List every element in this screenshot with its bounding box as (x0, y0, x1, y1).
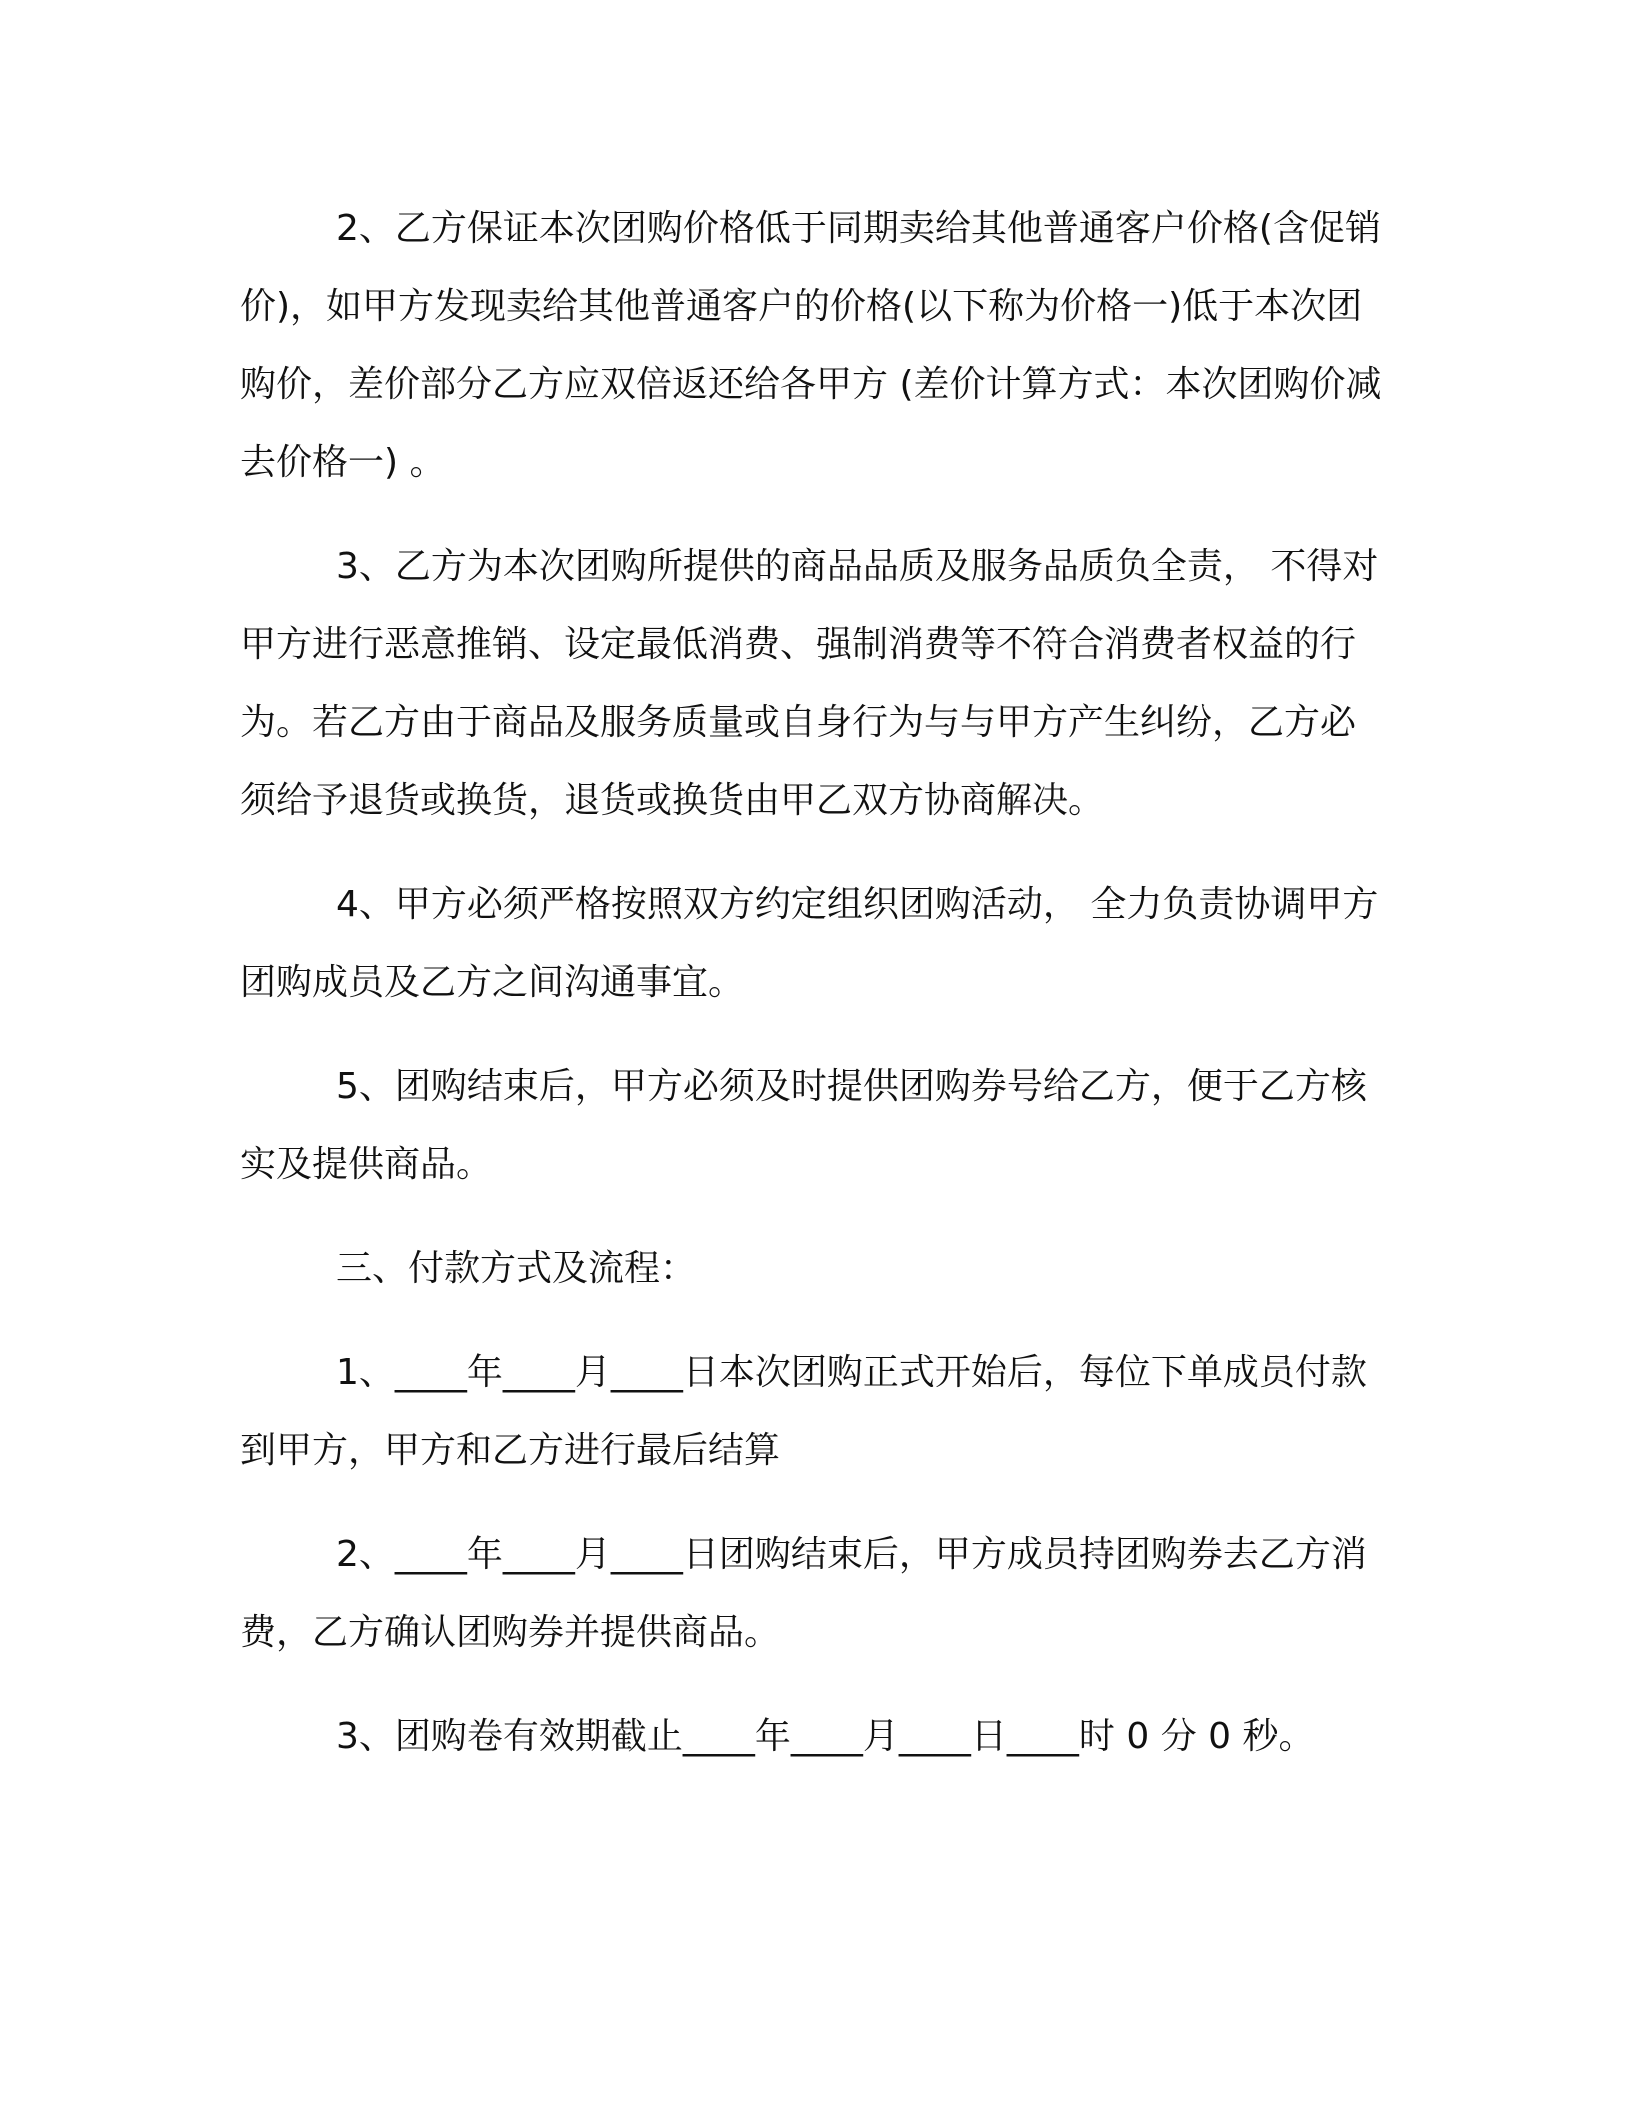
clause-5-voucher-numbers: 5、团购结束后，甲方必须及时提供团购券号给乙方，便于乙方核实及提供商品。 (240, 1066, 1367, 1185)
clause-2-price-guarantee: 2、乙方保证本次团购价格低于同期卖给其他普通客户价格(含促销价)，如甲方发现卖给其他普通客户的价格(以下称为价格一)低于本次团购价，差价部分乙方应双倍返还给各甲方 (差价计算方式：本次团购价减去价格一) 。 (240, 208, 1382, 483)
clause-4-organize-activity: 4、甲方必须严格按照双方约定组织团购活动， 全力负责协调甲方团购成员及乙方之间沟通事宜。 (240, 884, 1379, 1003)
section-3-heading: 三、付款方式及流程： (336, 1248, 697, 1289)
payment-step-2: 2、____年____月____日团购结束后，甲方成员持团购券去乙方消费，乙方确认团购券并提供商品。 (240, 1534, 1367, 1653)
clause-3-quality-responsibility: 3、乙方为本次团购所提供的商品品质及服务品质负全责， 不得对甲方进行恶意推销、设定最低消费、强制消费等不符合消费者权益的行为。若乙方由于商品及服务质量或自身行为与与甲方产生纠纷，乙方必须给予退货或换货，退货或换货由甲乙双方协商解决。 (240, 546, 1379, 821)
payment-step-1: 1、____年____月____日本次团购正式开始后，每位下单成员付款到甲方，甲方和乙方进行最后结算 (240, 1352, 1367, 1471)
payment-step-3: 3、团购卷有效期截止____年____月____日____时 0 分 0 秒。 (336, 1716, 1315, 1757)
document-body (240, 190, 1390, 1802)
